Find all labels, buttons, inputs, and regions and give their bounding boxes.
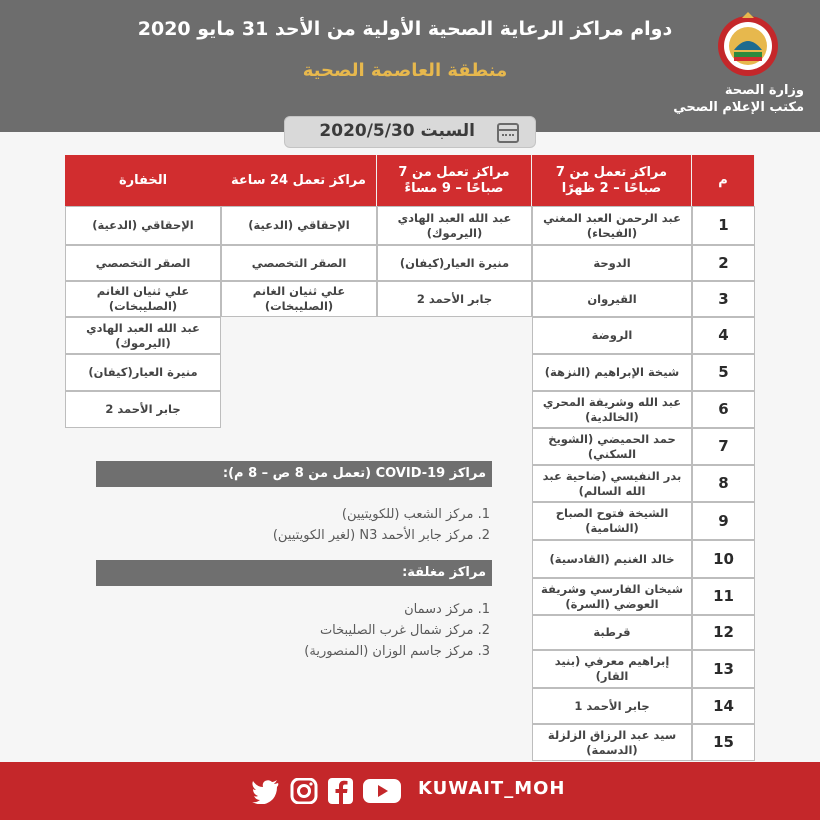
morning-center-cell: القيروان <box>532 281 692 317</box>
shift-center-cell: علي ثنيان الغانم (الصليبخات) <box>65 281 221 317</box>
full-day-center-cell: علي ثنيان الغانم (الصليبخات) <box>221 281 377 317</box>
facebook-icon[interactable] <box>326 778 354 804</box>
ministry-line-1: وزارة الصحة <box>724 83 804 98</box>
col-header-morning: مراكز تعمل من 7 صباحًا – 2 ظهرًا <box>532 155 692 206</box>
footer-bar <box>0 762 820 820</box>
morning-center-cell: الشيخة فتوح الصباح (الشامية) <box>532 502 692 540</box>
row-number-cell: 5 <box>692 354 755 391</box>
twitter-icon[interactable] <box>252 778 280 804</box>
row-number-cell: 1 <box>692 206 755 245</box>
date-label: السبت 2020/5/30 <box>319 121 475 141</box>
morning-center-cell: الروضة <box>532 317 692 354</box>
col-header-shift: الخفارة <box>65 155 221 206</box>
ministry-line-2: مكتب الإعلام الصحي <box>673 100 804 115</box>
header-banner <box>0 0 820 132</box>
row-number-cell: 15 <box>692 724 755 761</box>
row-number-cell: 2 <box>692 245 755 281</box>
row-number-cell: 13 <box>692 650 755 688</box>
morning-center-cell: جابر الأحمد 1 <box>532 688 692 724</box>
col-header-24h: مراكز تعمل 24 ساعة <box>221 155 377 206</box>
morning-center-cell: سيد عبد الرزاق الزلزلة (الدسمة) <box>532 724 692 761</box>
list-item: 1. مركز الشعب (للكويتيين) <box>341 507 490 522</box>
page-subtitle: منطقة العاصمة الصحية <box>302 60 508 81</box>
evening-center-cell: عبد الله العبد الهادي (اليرموك) <box>377 206 532 245</box>
page-title: دوام مراكز الرعاية الصحية الأولية من الأحد 31 مايو 2020 <box>137 18 673 40</box>
closed-centers-list <box>190 599 490 662</box>
ministry-logo-icon <box>716 12 780 82</box>
morning-center-cell: حمد الحميضي (الشويخ السكني) <box>532 428 692 465</box>
morning-center-cell: بدر النفيسي (ضاحية عبد الله السالم) <box>532 465 692 502</box>
social-handle: KUWAIT_MOH <box>418 778 566 799</box>
row-number-cell: 8 <box>692 465 755 502</box>
list-item: 1. مركز دسمان <box>404 602 490 617</box>
evening-center-cell: جابر الأحمد 2 <box>377 281 532 317</box>
closed-centers-heading: مراكز مغلقة: <box>96 560 492 586</box>
ministry-name <box>654 82 804 116</box>
shift-center-cell: منيرة العيار(كيفان) <box>65 354 221 391</box>
shift-center-cell: جابر الأحمد 2 <box>65 391 221 428</box>
shift-center-cell: الإحقاقي (الدعية) <box>65 206 221 245</box>
youtube-icon[interactable] <box>362 778 402 804</box>
morning-center-cell: إبراهيم معرفي (بنيد القار) <box>532 650 692 688</box>
morning-center-cell: قرطبة <box>532 615 692 650</box>
row-number-cell: 7 <box>692 428 755 465</box>
morning-center-cell: شيخان الفارسي وشريفة العوضي (السرة) <box>532 578 692 615</box>
row-number-cell: 4 <box>692 317 755 354</box>
morning-center-cell: الدوحة <box>532 245 692 281</box>
shift-center-cell: الصقر التخصصي <box>65 245 221 281</box>
row-number-cell: 9 <box>692 502 755 540</box>
row-number-cell: 3 <box>692 281 755 317</box>
list-item: 2. مركز جابر الأحمد N3 (لغير الكويتيين) <box>272 528 490 543</box>
morning-center-cell: عبد الله وشريفة المحري (الخالدية) <box>532 391 692 428</box>
instagram-icon[interactable] <box>290 778 318 804</box>
col-header-evening: مراكز تعمل من 7 صباحًا – 9 مساءً <box>377 155 532 206</box>
list-item: 2. مركز شمال غرب الصليبخات <box>319 623 490 638</box>
full-day-center-cell: الصقر التخصصي <box>221 245 377 281</box>
morning-center-cell: عبد الرحمن العبد المغني (الفيحاء) <box>532 206 692 245</box>
morning-center-cell: شيخة الإبراهيم (النزهة) <box>532 354 692 391</box>
row-number-cell: 11 <box>692 578 755 615</box>
row-number-cell: 6 <box>692 391 755 428</box>
full-day-center-cell: الإحقاقي (الدعية) <box>221 206 377 245</box>
evening-center-cell: منيرة العيار(كيفان) <box>377 245 532 281</box>
date-badge <box>284 116 536 148</box>
row-number-cell: 12 <box>692 615 755 650</box>
covid-centers-list <box>190 504 490 546</box>
shift-center-cell: عبد الله العبد الهادي (اليرموك) <box>65 317 221 354</box>
row-number-cell: 10 <box>692 540 755 578</box>
morning-center-cell: خالد الغنيم (القادسية) <box>532 540 692 578</box>
calendar-icon <box>497 123 519 143</box>
col-header-number: م <box>692 155 755 206</box>
covid-centers-heading: مراكز COVID-19 (تعمل من 8 ص – 8 م): <box>96 461 492 487</box>
row-number-cell: 14 <box>692 688 755 724</box>
list-item: 3. مركز جاسم الوزان (المنصورية) <box>304 644 490 659</box>
